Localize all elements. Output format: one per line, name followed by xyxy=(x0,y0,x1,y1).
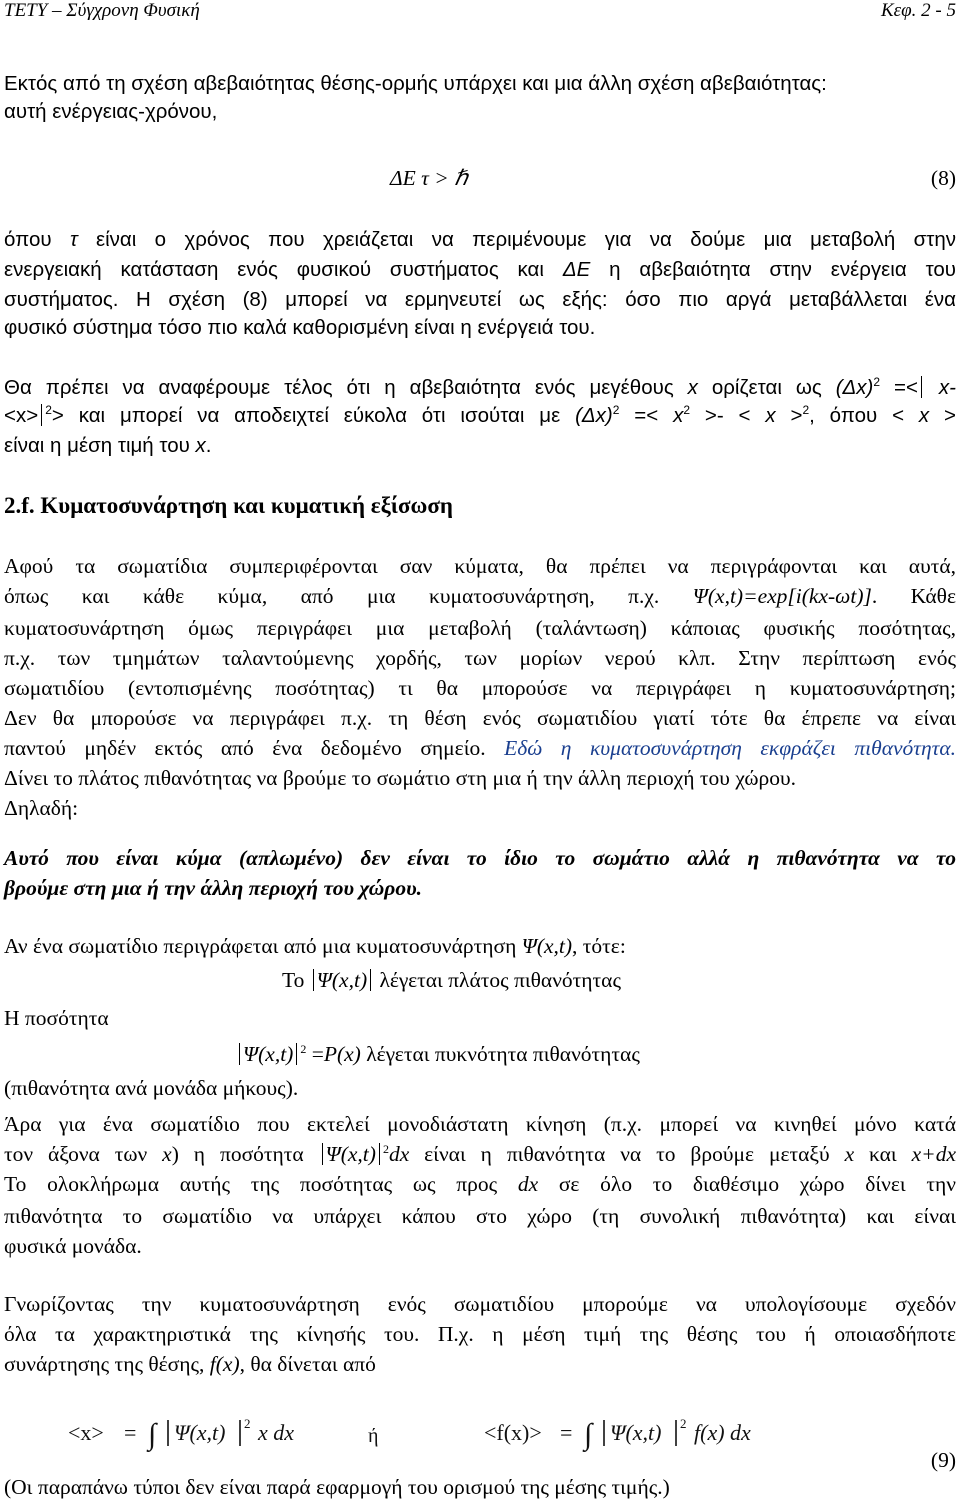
section-heading: 2.f. Κυματοσυνάρτηση και κυματική εξίσωση xyxy=(4,493,453,518)
equation-9-number: (9) xyxy=(930,1448,956,1472)
footnote: (Οι παραπάνω τύποι δεν είναι παρά εφαρμογή του ορισμού της μέσης τιμής.) xyxy=(4,1475,670,1499)
p6-line-4: Ψ(x,t) $^2$ =P(x) λέγεται πυκνότητα πιθανότητας xyxy=(236,1040,956,1068)
eq9-sup-2: 2 xyxy=(680,1416,687,1431)
p4-line-2: όπως και κάθε κύμα, από μια κυματοσυνάρτηση, π.χ. Ψ(x,t)=exp[i(kx-ωt)]. Κάθε xyxy=(4,584,957,608)
p7-line-1: Άρα για ένα σωματίδιο που εκτελεί μονοδιάστατη κίνηση (π.χ. μπορεί να κινηθεί μόνο κατά xyxy=(4,1112,956,1136)
p6-line-3: Η ποσότητα xyxy=(4,1006,109,1030)
p7-line-4: πιθανότητα το σωματίδιο να υπάρχει κάπου στο χώρο (τη συνολική πιθανότητα) και είναι xyxy=(4,1204,956,1228)
eq9-lhs-f: <f(x)> xyxy=(484,1420,542,1445)
p6-line-5: (πιθανότητα ανά μονάδα μήκους). xyxy=(4,1076,299,1100)
p6-line-1: Αν ένα σωματίδιο περιγράφεται από μια κυματοσυνάρτηση Ψ(x,t), τότε: xyxy=(4,934,626,958)
page-header xyxy=(4,0,956,26)
p1-line-1: Εκτός από τη σχέση αβεβαιότητας θέσης-ορμής υπάρχει και μια άλλη σχέση αβεβαιότητας: xyxy=(4,72,827,95)
eq9-or: ή xyxy=(368,1425,379,1447)
p3-line-3: είναι η μέση τιμή του x. xyxy=(4,434,212,457)
eq9-integral-1: ∫ xyxy=(148,1418,157,1451)
eq9-integral-2: ∫ xyxy=(584,1418,593,1451)
p4-line-8: Δίνει το πλάτος πιθανότητας να βρούμε το σωμάτιο στη μια ή την άλλη περιοχή του χώρου. xyxy=(4,766,797,790)
p5-line-2: βρούμε στη μια ή την άλλη περιοχή του χώρου. xyxy=(4,876,422,900)
p7-line-2: τον άξονα των x) η ποσότητα Ψ(x,t) $^2$dx είναι η πιθανότητα να το βρούμε μεταξύ x και x+dx xyxy=(4,1141,956,1166)
eq9-x-dx: x dx xyxy=(258,1420,295,1445)
p1-line-2: αυτή ενέργειας-χρόνου, xyxy=(4,100,218,123)
p4-line-4: π.χ. των τμημάτων ταλαντούμενης χορδής, των μορίων νερού κλπ. Στην περίπτωση ενός xyxy=(4,646,956,670)
eq9-lhs-x: <x> xyxy=(68,1420,104,1445)
p2-line-2: ενεργειακή κατάσταση ενός φυσικού συστήματος και ΔΕ η αβεβαιότητα στην ενέργεια του xyxy=(4,258,956,281)
eq9-sup-1: 2 xyxy=(244,1416,251,1431)
eq9-psi-1: Ψ(x,t) xyxy=(174,1420,226,1445)
eq9-f-dx: f(x) dx xyxy=(694,1420,751,1445)
p4-line-9: Δηλαδή: xyxy=(4,796,79,820)
p8-line-3: συνάρτησης της θέσης, f(x), θα δίνεται από xyxy=(4,1352,376,1376)
p4-line-3: κυματοσυνάρτηση όμως περιγράφει μια μεταβολή (ταλάντωση) κάποιας φυσικής ποσότητας, xyxy=(4,616,956,640)
eq9-psi-2: Ψ(x,t) xyxy=(610,1420,662,1445)
p2-line-4: φυσικό σύστημα τόσο πιο καλά καθορισμένη είναι η ενέργειά του. xyxy=(4,316,596,339)
eq9-eq-2: = xyxy=(560,1420,573,1445)
p3-line-2: <x> $^2$> και μπορεί να αποδειχτεί εύκολα ότι ισούται με $(\Delta x)^2 =< x^2$ >- < x >$^2$, όπου < x > xyxy=(4,403,956,427)
p2-line-1: όπου τ είναι ο χρόνος που χρειάζεται να περιμένουμε για να δούμε μια μεταβολή στην xyxy=(4,228,956,251)
equation-9 xyxy=(64,1412,894,1454)
p3-line-1: Θα πρέπει να αναφέρουμε τέλος ότι η αβεβαιότητα ενός μεγέθους x ορίζεται ως $(\Delta x)^2 =< x-$ xyxy=(4,375,956,399)
p4-line-1: Αφού τα σωματίδια συμπεριφέρονται σαν κύματα, θα πρέπει να περιγράφονται και αυτά, xyxy=(4,554,956,578)
equation-8: ΔE τ > ℏ xyxy=(390,166,468,190)
p7-line-3: Το ολοκλήρωμα αυτής της ποσότητας ως προς dx σε όλο το διαθέσιμο χώρο δίνει την xyxy=(4,1172,956,1196)
equation-8-number: (8) xyxy=(930,166,956,190)
header-title: ΤΕΤΥ – Σύγχρονη Φυσική xyxy=(4,0,200,21)
p2-line-3: συστήματος. Η σχέση (8) μπορεί να ερμηνευτεί ως εξής: όσο πιο αργά μεταβάλλεται ένα xyxy=(4,288,956,311)
p7-line-5: φυσικά μονάδα. xyxy=(4,1234,142,1258)
p6-line-2: Το Ψ(x,t) λέγεται πλάτος πιθανότητας xyxy=(282,968,621,992)
p8-line-1: Γνωρίζοντας την κυματοσυνάρτηση ενός σωματιδίου μπορούμε να υπολογίσουμε σχεδόν xyxy=(4,1292,956,1316)
p4-line-5: σωματιδίου (εντοπισμένης ποσότητας) τι θα μπορούσε να περιγράφει η κυματοσυνάρτηση; xyxy=(4,676,956,700)
p4-line-7: παντού μηδέν εκτός από ένα δεδομένο σημείο. Εδώ η κυματοσυνάρτηση εκφράζει πιθανότητα. xyxy=(4,736,956,760)
eq9-eq-1: = xyxy=(124,1420,137,1445)
header-chapter: Κεφ. 2 - 5 xyxy=(881,0,956,21)
p5-line-1: Αυτό που είναι κύμα (απλωμένο) δεν είναι το ίδιο το σωμάτιο αλλά η πιθανότητα να το xyxy=(4,846,956,870)
p8-line-2: όλα τα χαρακτηριστικά της κίνησής του. Π.χ. η μέση τιμή της θέσης του ή οποιασδήποτε xyxy=(4,1322,956,1346)
p4-line-6: Δεν θα μπορούσε να περιγράφει π.χ. τη θέση ενός σωματιδίου γιατί τότε θα έπρεπε να είναι xyxy=(4,706,956,730)
